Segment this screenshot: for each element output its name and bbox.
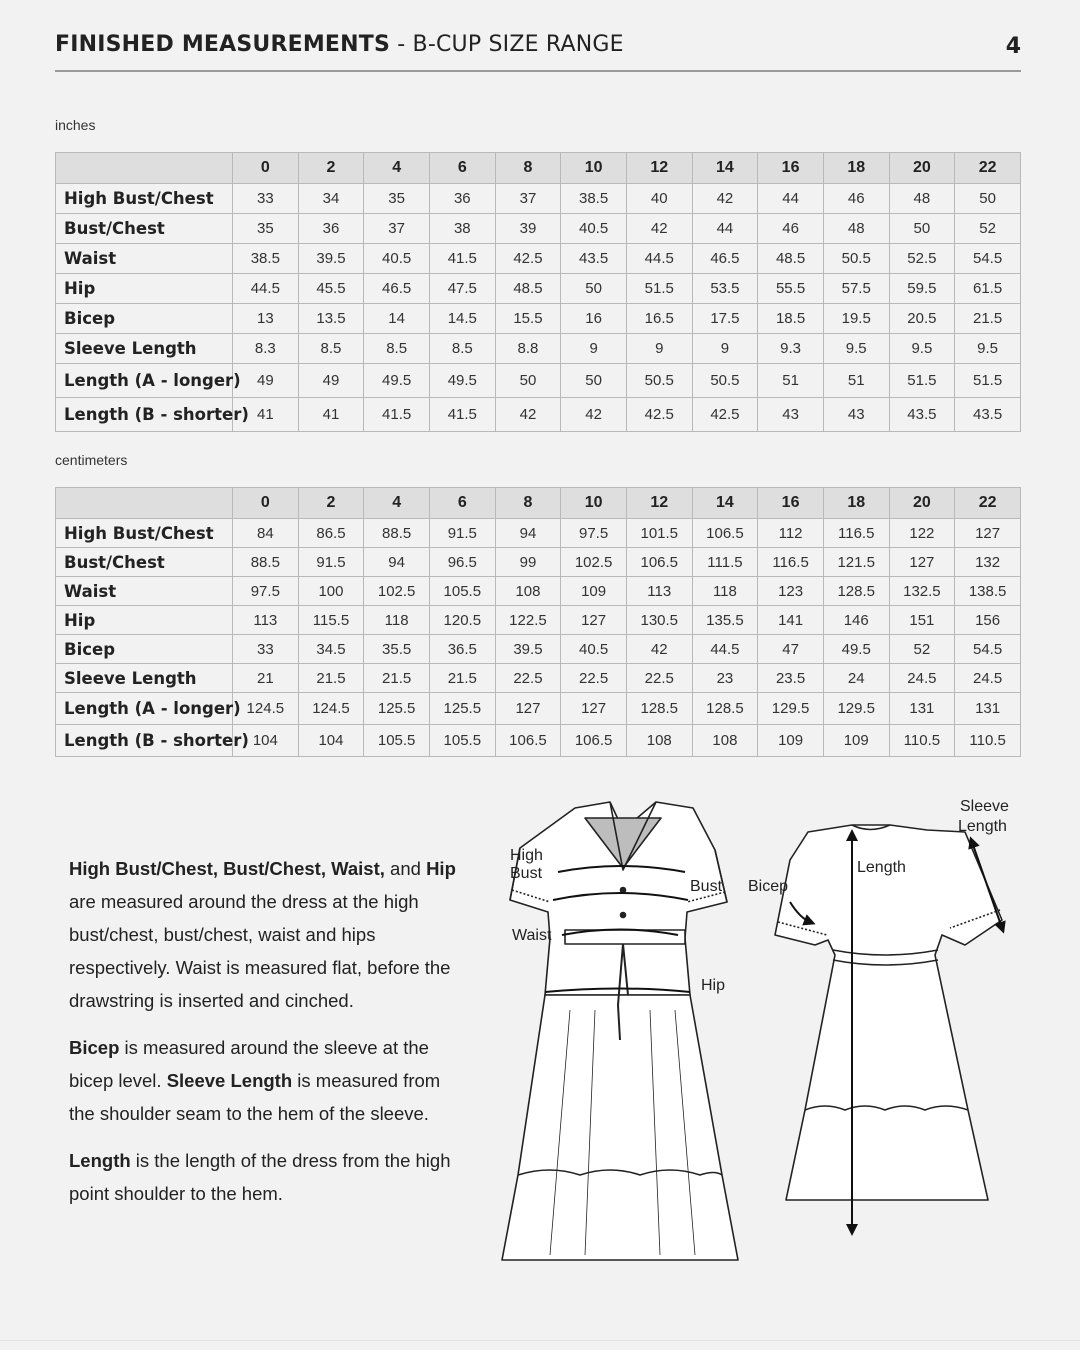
table-cell: 44 xyxy=(692,214,758,244)
table-cell: 109 xyxy=(758,725,824,757)
table-cell: 8.5 xyxy=(364,334,430,364)
table-cell: 51.5 xyxy=(889,364,955,398)
row-label: Bust/Chest xyxy=(56,214,233,244)
table-cell: 40 xyxy=(626,184,692,214)
title-subtitle: - B-CUP SIZE RANGE xyxy=(390,32,624,57)
table-cell: 41 xyxy=(233,398,299,432)
table-cell: 61.5 xyxy=(955,274,1021,304)
table-cell: 132.5 xyxy=(889,577,955,606)
back-dress xyxy=(775,825,1002,1200)
table-cell: 113 xyxy=(626,577,692,606)
table-cell: 43.5 xyxy=(561,244,627,274)
size-header: 0 xyxy=(233,153,299,184)
table-cell: 44.5 xyxy=(692,635,758,664)
table-cell: 129.5 xyxy=(758,693,824,725)
table-cell: 91.5 xyxy=(298,548,364,577)
table-cell: 20.5 xyxy=(889,304,955,334)
table-cell: 105.5 xyxy=(429,577,495,606)
table-cell: 24.5 xyxy=(955,664,1021,693)
row-label: High Bust/Chest xyxy=(56,519,233,548)
table-cell: 42 xyxy=(626,635,692,664)
table-cell: 141 xyxy=(758,606,824,635)
table-cell: 125.5 xyxy=(429,693,495,725)
description-paragraph-1 xyxy=(69,852,469,1017)
table-cell: 127 xyxy=(561,693,627,725)
size-header-row xyxy=(56,153,1021,184)
table-cell: 46 xyxy=(758,214,824,244)
table-cell: 39.5 xyxy=(298,244,364,274)
row-label: Waist xyxy=(56,577,233,606)
table-cell: 46.5 xyxy=(364,274,430,304)
table-cell: 122.5 xyxy=(495,606,561,635)
table-cell: 109 xyxy=(823,725,889,757)
size-header: 10 xyxy=(561,488,627,519)
table-cell: 40.5 xyxy=(561,635,627,664)
table-cell: 39 xyxy=(495,214,561,244)
size-header: 6 xyxy=(429,488,495,519)
size-header: 14 xyxy=(692,153,758,184)
desc-bold-text: Hip xyxy=(426,858,456,879)
table-cell: 50 xyxy=(561,364,627,398)
table-row xyxy=(56,664,1021,693)
size-header-row xyxy=(56,488,1021,519)
table-cell: 135.5 xyxy=(692,606,758,635)
table-cell: 49 xyxy=(298,364,364,398)
table-cell: 46.5 xyxy=(692,244,758,274)
table-cell: 52.5 xyxy=(889,244,955,274)
table-cell: 97.5 xyxy=(233,577,299,606)
table-row xyxy=(56,577,1021,606)
table-cell: 50.5 xyxy=(823,244,889,274)
table-cell: 24.5 xyxy=(889,664,955,693)
table-row xyxy=(56,725,1021,757)
table-cell: 43.5 xyxy=(889,398,955,432)
size-header: 12 xyxy=(626,153,692,184)
title-bold: FINISHED MEASUREMENTS xyxy=(55,32,391,57)
table-cell: 37 xyxy=(495,184,561,214)
description-paragraph-2 xyxy=(69,1031,469,1130)
size-header: 8 xyxy=(495,153,561,184)
table-cell: 42 xyxy=(626,214,692,244)
table-row xyxy=(56,606,1021,635)
table-cell: 123 xyxy=(758,577,824,606)
table-cell: 45.5 xyxy=(298,274,364,304)
table-cell: 42.5 xyxy=(495,244,561,274)
table-cell: 106.5 xyxy=(626,548,692,577)
label-length: Length xyxy=(857,859,906,876)
size-header: 4 xyxy=(364,488,430,519)
row-label: Length (B - shorter) xyxy=(56,398,233,432)
table-cell: 54.5 xyxy=(955,635,1021,664)
table-cell: 44 xyxy=(758,184,824,214)
size-header: 4 xyxy=(364,153,430,184)
table-cell: 36 xyxy=(429,184,495,214)
table-cell: 52 xyxy=(955,214,1021,244)
table-cell: 13.5 xyxy=(298,304,364,334)
table-cell: 94 xyxy=(495,519,561,548)
table-cell: 130.5 xyxy=(626,606,692,635)
table-row xyxy=(56,364,1021,398)
desc-text: and xyxy=(384,858,427,879)
inches-label: inches xyxy=(55,117,96,133)
table-cell: 106.5 xyxy=(561,725,627,757)
table-cell: 43 xyxy=(823,398,889,432)
table-cell: 102.5 xyxy=(561,548,627,577)
row-label: Hip xyxy=(56,274,233,304)
table-cell: 14.5 xyxy=(429,304,495,334)
table-cell: 38.5 xyxy=(233,244,299,274)
label-high-bust-2: Bust xyxy=(510,865,543,882)
table-cell: 156 xyxy=(955,606,1021,635)
table-cell: 47.5 xyxy=(429,274,495,304)
page-number: 4 xyxy=(1005,34,1021,59)
table-cell: 33 xyxy=(233,184,299,214)
size-header: 10 xyxy=(561,153,627,184)
table-cell: 21 xyxy=(233,664,299,693)
table-cell: 41.5 xyxy=(429,398,495,432)
table-cell: 50 xyxy=(561,274,627,304)
table-cell: 121.5 xyxy=(823,548,889,577)
table-cell: 106.5 xyxy=(495,725,561,757)
table-cell: 42 xyxy=(692,184,758,214)
table-cell: 86.5 xyxy=(298,519,364,548)
table-cell: 129.5 xyxy=(823,693,889,725)
label-bicep: Bicep xyxy=(748,878,789,895)
table-cell: 46 xyxy=(823,184,889,214)
table-cell: 54.5 xyxy=(955,244,1021,274)
table-cell: 21.5 xyxy=(298,664,364,693)
table-cell: 112 xyxy=(758,519,824,548)
table-cell: 37 xyxy=(364,214,430,244)
row-label: Waist xyxy=(56,244,233,274)
label-bust: Bust xyxy=(690,878,723,895)
table-cell: 51 xyxy=(758,364,824,398)
table-cell: 9 xyxy=(692,334,758,364)
table-row xyxy=(56,304,1021,334)
table-cell: 128.5 xyxy=(692,693,758,725)
table-cell: 113 xyxy=(233,606,299,635)
table-cell: 132 xyxy=(955,548,1021,577)
size-header: 22 xyxy=(955,153,1021,184)
table-cell: 24 xyxy=(823,664,889,693)
row-label: Length (B - shorter) xyxy=(56,725,233,757)
table-cell: 42.5 xyxy=(692,398,758,432)
table-cell: 116.5 xyxy=(823,519,889,548)
table-cell: 36.5 xyxy=(429,635,495,664)
table-cell: 22.5 xyxy=(495,664,561,693)
table-cell: 104 xyxy=(298,725,364,757)
table-cell: 51.5 xyxy=(626,274,692,304)
desc-text: is measured from the shoulder seam to the hem of the sleeve. xyxy=(69,1070,441,1124)
table-cell: 50 xyxy=(495,364,561,398)
table-cell: 84 xyxy=(233,519,299,548)
table-row xyxy=(56,693,1021,725)
table-cell: 118 xyxy=(692,577,758,606)
size-header: 2 xyxy=(298,488,364,519)
table-cell: 42.5 xyxy=(626,398,692,432)
table-cell: 48 xyxy=(889,184,955,214)
table-cell: 57.5 xyxy=(823,274,889,304)
table-cell: 21.5 xyxy=(955,304,1021,334)
table-cell: 15.5 xyxy=(495,304,561,334)
table-cell: 34.5 xyxy=(298,635,364,664)
table-cell: 23.5 xyxy=(758,664,824,693)
table-cell: 16.5 xyxy=(626,304,692,334)
table-cell: 88.5 xyxy=(364,519,430,548)
table-cell: 21.5 xyxy=(429,664,495,693)
table-cell: 44.5 xyxy=(626,244,692,274)
table-cell: 127 xyxy=(561,606,627,635)
table-cell: 128.5 xyxy=(823,577,889,606)
table-cell: 16 xyxy=(561,304,627,334)
label-sleeve-length-1: Sleeve xyxy=(960,798,1009,815)
table-cell: 48.5 xyxy=(758,244,824,274)
table-cell: 138.5 xyxy=(955,577,1021,606)
label-waist: Waist xyxy=(512,927,552,944)
size-header: 18 xyxy=(823,488,889,519)
table-cell: 128.5 xyxy=(626,693,692,725)
table-cell: 108 xyxy=(626,725,692,757)
table-cell: 99 xyxy=(495,548,561,577)
dress-diagram xyxy=(490,790,1030,1280)
table-cell: 14 xyxy=(364,304,430,334)
table-cell: 91.5 xyxy=(429,519,495,548)
table-row xyxy=(56,519,1021,548)
table-cell: 127 xyxy=(495,693,561,725)
header-corner xyxy=(56,488,233,519)
table-cell: 110.5 xyxy=(889,725,955,757)
table-cell: 50 xyxy=(889,214,955,244)
table-cell: 39.5 xyxy=(495,635,561,664)
table-cell: 8.8 xyxy=(495,334,561,364)
table-cell: 44.5 xyxy=(233,274,299,304)
table-cell: 22.5 xyxy=(561,664,627,693)
bottom-divider xyxy=(0,1340,1080,1341)
table-cell: 115.5 xyxy=(298,606,364,635)
row-label: High Bust/Chest xyxy=(56,184,233,214)
table-cell: 51 xyxy=(823,364,889,398)
row-label: Sleeve Length xyxy=(56,664,233,693)
table-cell: 50.5 xyxy=(692,364,758,398)
row-label: Length (A - longer) xyxy=(56,693,233,725)
table-cell: 40.5 xyxy=(561,214,627,244)
table-cell: 108 xyxy=(692,725,758,757)
table-cell: 36 xyxy=(298,214,364,244)
table-cell: 50 xyxy=(955,184,1021,214)
table-cell: 88.5 xyxy=(233,548,299,577)
table-cell: 127 xyxy=(889,548,955,577)
table-cell: 151 xyxy=(889,606,955,635)
table-cell: 49 xyxy=(233,364,299,398)
size-header: 16 xyxy=(758,488,824,519)
table-cell: 9.5 xyxy=(889,334,955,364)
table-cell: 9 xyxy=(626,334,692,364)
table-cell: 102.5 xyxy=(364,577,430,606)
table-cell: 146 xyxy=(823,606,889,635)
table-row xyxy=(56,334,1021,364)
table-cell: 101.5 xyxy=(626,519,692,548)
table-row xyxy=(56,214,1021,244)
row-label: Bust/Chest xyxy=(56,548,233,577)
table-cell: 59.5 xyxy=(889,274,955,304)
table-cell: 35 xyxy=(233,214,299,244)
table-cell: 47 xyxy=(758,635,824,664)
table-cell: 9.5 xyxy=(823,334,889,364)
table-cell: 42 xyxy=(495,398,561,432)
page-header xyxy=(55,30,1021,72)
table-row xyxy=(56,635,1021,664)
desc-bold-text: High Bust/Chest, Bust/Chest, Waist, xyxy=(69,858,385,879)
table-cell: 34 xyxy=(298,184,364,214)
size-header: 16 xyxy=(758,153,824,184)
desc-bold-text: Bicep xyxy=(69,1037,120,1058)
label-sleeve-length-2: Length xyxy=(958,818,1007,835)
table-cell: 41 xyxy=(298,398,364,432)
size-header: 20 xyxy=(889,488,955,519)
row-label: Bicep xyxy=(56,635,233,664)
table-cell: 38 xyxy=(429,214,495,244)
table-cell: 97.5 xyxy=(561,519,627,548)
desc-text: is measured around the sleeve at the bicep level. xyxy=(69,1037,429,1091)
table-cell: 40.5 xyxy=(364,244,430,274)
size-header: 8 xyxy=(495,488,561,519)
table-cell: 33 xyxy=(233,635,299,664)
page-title xyxy=(55,32,624,57)
table-row xyxy=(56,244,1021,274)
table-cell: 17.5 xyxy=(692,304,758,334)
table-row xyxy=(56,184,1021,214)
table-cell: 120.5 xyxy=(429,606,495,635)
table-cell: 19.5 xyxy=(823,304,889,334)
row-label: Bicep xyxy=(56,304,233,334)
table-cell: 23 xyxy=(692,664,758,693)
table-cell: 9.5 xyxy=(955,334,1021,364)
size-header: 14 xyxy=(692,488,758,519)
table-row xyxy=(56,548,1021,577)
table-cell: 122 xyxy=(889,519,955,548)
size-header: 20 xyxy=(889,153,955,184)
table-cell: 55.5 xyxy=(758,274,824,304)
table-cell: 100 xyxy=(298,577,364,606)
table-cell: 125.5 xyxy=(364,693,430,725)
header-corner xyxy=(56,153,233,184)
label-high-bust-1: High xyxy=(510,847,543,864)
table-cell: 21.5 xyxy=(364,664,430,693)
table-cell: 94 xyxy=(364,548,430,577)
table-cell: 38.5 xyxy=(561,184,627,214)
centimeters-label: centimeters xyxy=(55,452,128,468)
table-cell: 9 xyxy=(561,334,627,364)
table-cell: 109 xyxy=(561,577,627,606)
row-label: Hip xyxy=(56,606,233,635)
table-row xyxy=(56,274,1021,304)
table-cell: 49.5 xyxy=(429,364,495,398)
measurement-description xyxy=(69,852,469,1224)
dress-illustration xyxy=(490,790,1030,1280)
table-cell: 106.5 xyxy=(692,519,758,548)
table-cell: 51.5 xyxy=(955,364,1021,398)
size-header: 12 xyxy=(626,488,692,519)
table-cell: 108 xyxy=(495,577,561,606)
table-cell: 124.5 xyxy=(298,693,364,725)
table-cell: 18.5 xyxy=(758,304,824,334)
table-cell: 49.5 xyxy=(364,364,430,398)
table-cell: 111.5 xyxy=(692,548,758,577)
table-cell: 104 xyxy=(233,725,299,757)
desc-bold-text: Sleeve Length xyxy=(166,1070,293,1091)
inches-table xyxy=(55,152,1021,432)
table-cell: 110.5 xyxy=(955,725,1021,757)
table-cell: 43 xyxy=(758,398,824,432)
table-cell: 35 xyxy=(364,184,430,214)
table-cell: 127 xyxy=(955,519,1021,548)
table-cell: 41.5 xyxy=(364,398,430,432)
table-cell: 52 xyxy=(889,635,955,664)
desc-text: is the length of the dress from the high point shoulder to the hem. xyxy=(69,1150,451,1204)
table-cell: 49.5 xyxy=(823,635,889,664)
table-cell: 53.5 xyxy=(692,274,758,304)
table-cell: 118 xyxy=(364,606,430,635)
desc-text: are measured around the dress at the high bust/chest, bust/chest, waist and hips respectively. Waist is measured flat, before the drawstring is inserted and cinched. xyxy=(69,891,451,1011)
size-header: 0 xyxy=(233,488,299,519)
desc-bold-text: Length xyxy=(69,1150,131,1171)
row-label: Sleeve Length xyxy=(56,334,233,364)
table-cell: 48 xyxy=(823,214,889,244)
table-cell: 42 xyxy=(561,398,627,432)
table-cell: 131 xyxy=(889,693,955,725)
table-cell: 50.5 xyxy=(626,364,692,398)
table-cell: 41.5 xyxy=(429,244,495,274)
centimeters-table xyxy=(55,487,1021,757)
table-cell: 13 xyxy=(233,304,299,334)
size-header: 2 xyxy=(298,153,364,184)
table-cell: 105.5 xyxy=(429,725,495,757)
table-cell: 48.5 xyxy=(495,274,561,304)
size-header: 18 xyxy=(823,153,889,184)
table-row xyxy=(56,398,1021,432)
size-header: 22 xyxy=(955,488,1021,519)
size-header: 6 xyxy=(429,153,495,184)
row-label: Length (A - longer) xyxy=(56,364,233,398)
table-cell: 116.5 xyxy=(758,548,824,577)
table-cell: 43.5 xyxy=(955,398,1021,432)
table-cell: 105.5 xyxy=(364,725,430,757)
table-cell: 22.5 xyxy=(626,664,692,693)
label-hip: Hip xyxy=(701,977,726,994)
description-paragraph-3 xyxy=(69,1144,469,1210)
table-cell: 124.5 xyxy=(233,693,299,725)
table-cell: 9.3 xyxy=(758,334,824,364)
table-cell: 35.5 xyxy=(364,635,430,664)
table-cell: 96.5 xyxy=(429,548,495,577)
table-cell: 8.3 xyxy=(233,334,299,364)
table-cell: 131 xyxy=(955,693,1021,725)
table-cell: 8.5 xyxy=(429,334,495,364)
table-cell: 8.5 xyxy=(298,334,364,364)
